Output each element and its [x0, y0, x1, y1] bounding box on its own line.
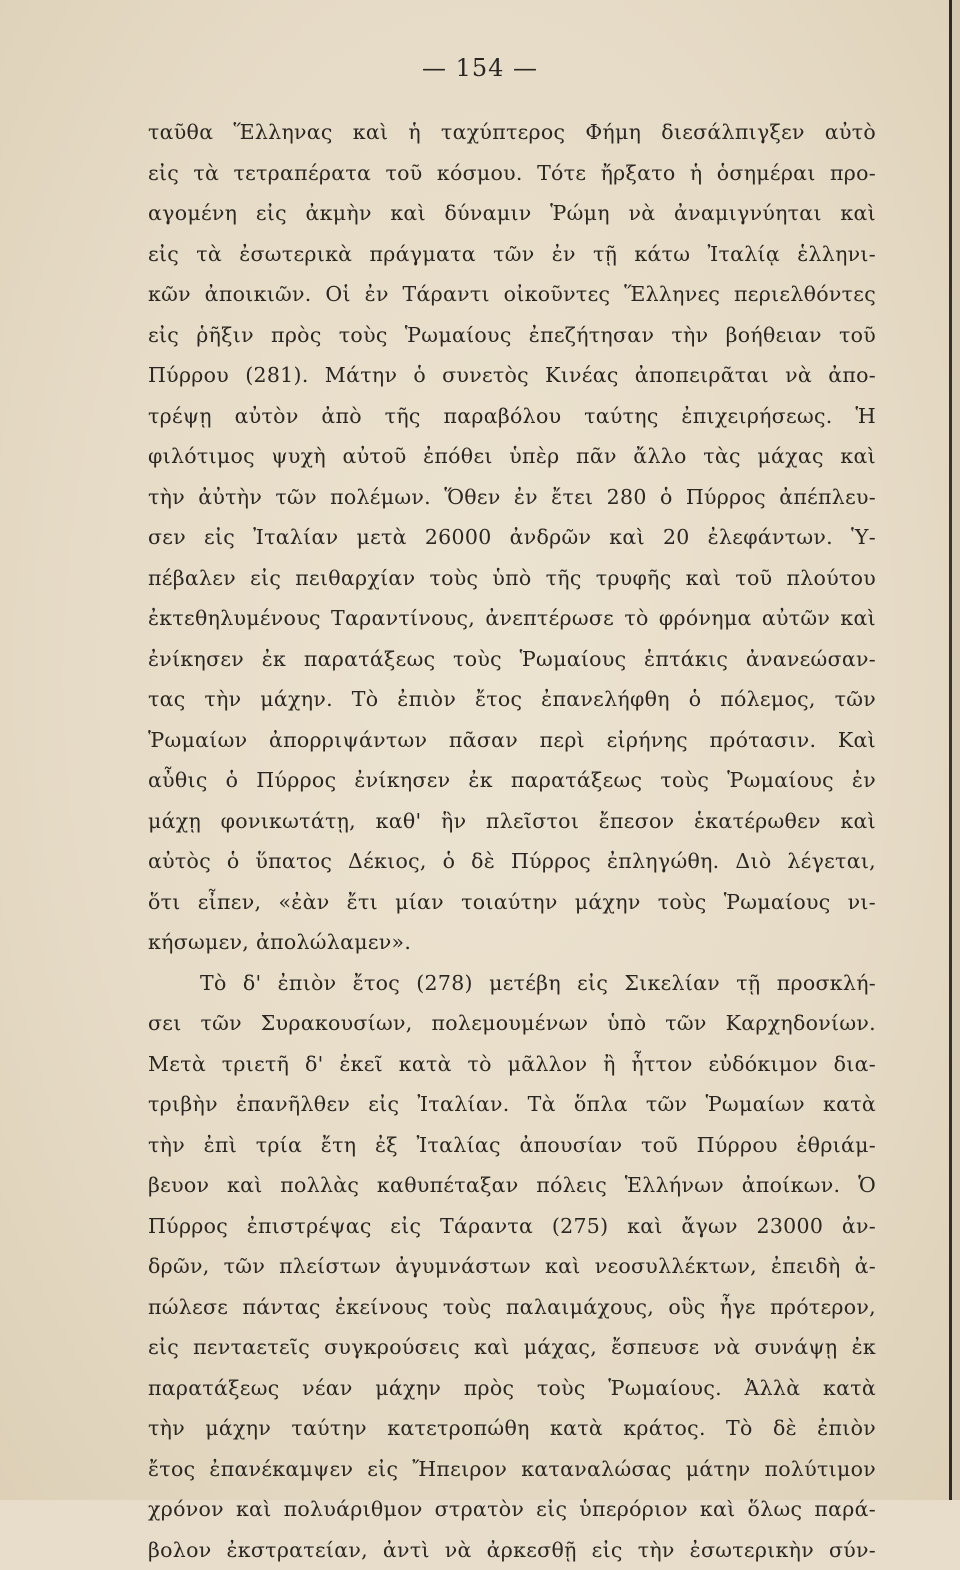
text-line: ὅτι εἶπεν, «ἐὰν ἔτι μίαν τοιαύτην μάχην τοὺς Ῥωμαίους νι-	[148, 882, 876, 923]
text-line: μάχῃ φονικωτάτῃ, καθ' ἣν πλεῖστοι ἔπεσον ἑκατέρωθεν καὶ	[148, 801, 876, 842]
text-line: ἔτος ἐπανέκαμψεν εἰς Ἤπειρον καταναλώσας μάτην πολύτιμον	[148, 1449, 876, 1490]
text-line: κῶν ἀποικιῶν. Οἱ ἐν Τάραντι οἰκοῦντες Ἕλληνες περιελθόντες	[148, 274, 876, 315]
text-line: Ῥωμαίων ἀπορριψάντων πᾶσαν περὶ εἰρήνης πρότασιν. Καὶ	[148, 720, 876, 761]
text-line: Πύρρου (281). Μάτην ὁ συνετὸς Κινέας ἀποπειρᾶται νὰ ἀπο-	[148, 355, 876, 396]
text-line: σει τῶν Συρακουσίων, πολεμουμένων ὑπὸ τῶν Καρχηδονίων.	[148, 1003, 876, 1044]
text-line: ταῦθα Ἕλληνας καὶ ἡ ταχύπτερος Φήμη διεσάλπιγξεν αὐτὸ	[148, 112, 876, 153]
text-line: σεν εἰς Ἰταλίαν μετὰ 26000 ἀνδρῶν καὶ 20 ἐλεφάντων. Ὑ-	[148, 517, 876, 558]
text-line: τας τὴν μάχην. Τὸ ἐπιὸν ἔτος ἐπανελήφθη ὁ πόλεμος, τῶν	[148, 679, 876, 720]
text-line: δρῶν, τῶν πλείστων ἀγυμνάστων καὶ νεοσυλλέκτων, ἐπειδὴ ἀ-	[148, 1246, 876, 1287]
text-line-paragraph-end: κήσωμεν, ἀπολώλαμεν».	[148, 922, 876, 963]
text-line: ἐνίκησεν ἐκ παρατάξεως τοὺς Ῥωμαίους ἑπτάκις ἀνανεώσαν-	[148, 639, 876, 680]
text-line: εἰς ῥῆξιν πρὸς τοὺς Ῥωμαίους ἐπεζήτησαν τὴν βοήθειαν τοῦ	[148, 315, 876, 356]
text-line: αὐτὸς ὁ ὕπατος Δέκιος, ὁ δὲ Πύρρος ἐπληγώθη. Διὸ λέγεται,	[148, 841, 876, 882]
text-line: Πύρρος ἐπιστρέψας εἰς Τάραντα (275) καὶ ἄγων 23000 ἀν-	[148, 1206, 876, 1247]
text-line: τριβὴν ἐπανῆλθεν εἰς Ἰταλίαν. Τὰ ὅπλα τῶν Ῥωμαίων κατὰ	[148, 1084, 876, 1125]
text-line: βευον καὶ πολλὰς καθυπέταξαν πόλεις Ἑλλήνων ἀποίκων. Ὁ	[148, 1165, 876, 1206]
text-line: τρέψῃ αὐτὸν ἀπὸ τῆς παραβόλου ταύτης ἐπιχειρήσεως. Ἡ	[148, 396, 876, 437]
text-line-paragraph-start: Τὸ δ' ἐπιὸν ἔτος (278) μετέβη εἰς Σικελίαν τῇ προσκλή-	[148, 963, 876, 1004]
text-line: Μετὰ τριετῆ δ' ἐκεῖ κατὰ τὸ μᾶλλον ἢ ἧττον εὐδόκιμον δια-	[148, 1044, 876, 1085]
text-line: τὴν ἐπὶ τρία ἔτη ἐξ Ἰταλίας ἀπουσίαν τοῦ Πύρρου ἐθριάμ-	[148, 1125, 876, 1166]
text-line: χρόνον καὶ πολυάριθμον στρατὸν εἰς ὑπερόριον καὶ ὅλως παρά-	[148, 1489, 876, 1530]
text-line: πώλεσε πάντας ἐκείνους τοὺς παλαιμάχους, οὓς ἦγε πρότερον,	[148, 1287, 876, 1328]
text-line: παρατάξεως νέαν μάχην πρὸς τοὺς Ῥωμαίους. Ἀλλὰ κατὰ	[148, 1368, 876, 1409]
page-edge-line	[949, 0, 952, 1500]
text-line: ἐκτεθηλυμένους Ταραντίνους, ἀνεπτέρωσε τὸ φρόνημα αὐτῶν καὶ	[148, 598, 876, 639]
page-edge-shadow	[952, 0, 960, 1500]
text-line: αγομένη εἰς ἀκμὴν καὶ δύναμιν Ῥώμη νὰ ἀναμιγνύηται καὶ	[148, 193, 876, 234]
text-line: πέβαλεν εἰς πειθαρχίαν τοὺς ὑπὸ τῆς τρυφῆς καὶ τοῦ πλούτου	[148, 558, 876, 599]
text-line: εἰς πενταετεῖς συγκρούσεις καὶ μάχας, ἔσπευσε νὰ συνάψῃ ἐκ	[148, 1327, 876, 1368]
text-line: βολον ἐκστρατείαν, ἀντὶ νὰ ἀρκεσθῇ εἰς τὴν ἐσωτερικὴν σύν-	[148, 1530, 876, 1570]
text-line: τὴν ἀὐτὴν τῶν πολέμων. Ὅθεν ἐν ἔτει 280 ὁ Πύρρος ἀπέπλευ-	[148, 477, 876, 518]
text-line: αὖθις ὁ Πύρρος ἐνίκησεν ἐκ παρατάξεως τοὺς Ῥωμαίους ἐν	[148, 760, 876, 801]
text-line: τὴν μάχην ταύτην κατετροπώθη κατὰ κράτος. Τὸ δὲ ἐπιὸν	[148, 1408, 876, 1449]
text-line: εἰς τὰ τετραπέρατα τοῦ κόσμου. Τότε ἤρξατο ἡ ὁσημέραι προ-	[148, 153, 876, 194]
page-number: — 154 —	[0, 54, 960, 82]
text-line: φιλότιμος ψυχὴ αὐτοῦ ἐπόθει ὑπὲρ πᾶν ἄλλο τὰς μάχας καὶ	[148, 436, 876, 477]
body-text	[148, 112, 876, 1570]
text-line: εἰς τὰ ἐσωτερικὰ πράγματα τῶν ἐν τῇ κάτω Ἰταλίᾳ ἑλληνι-	[148, 234, 876, 275]
